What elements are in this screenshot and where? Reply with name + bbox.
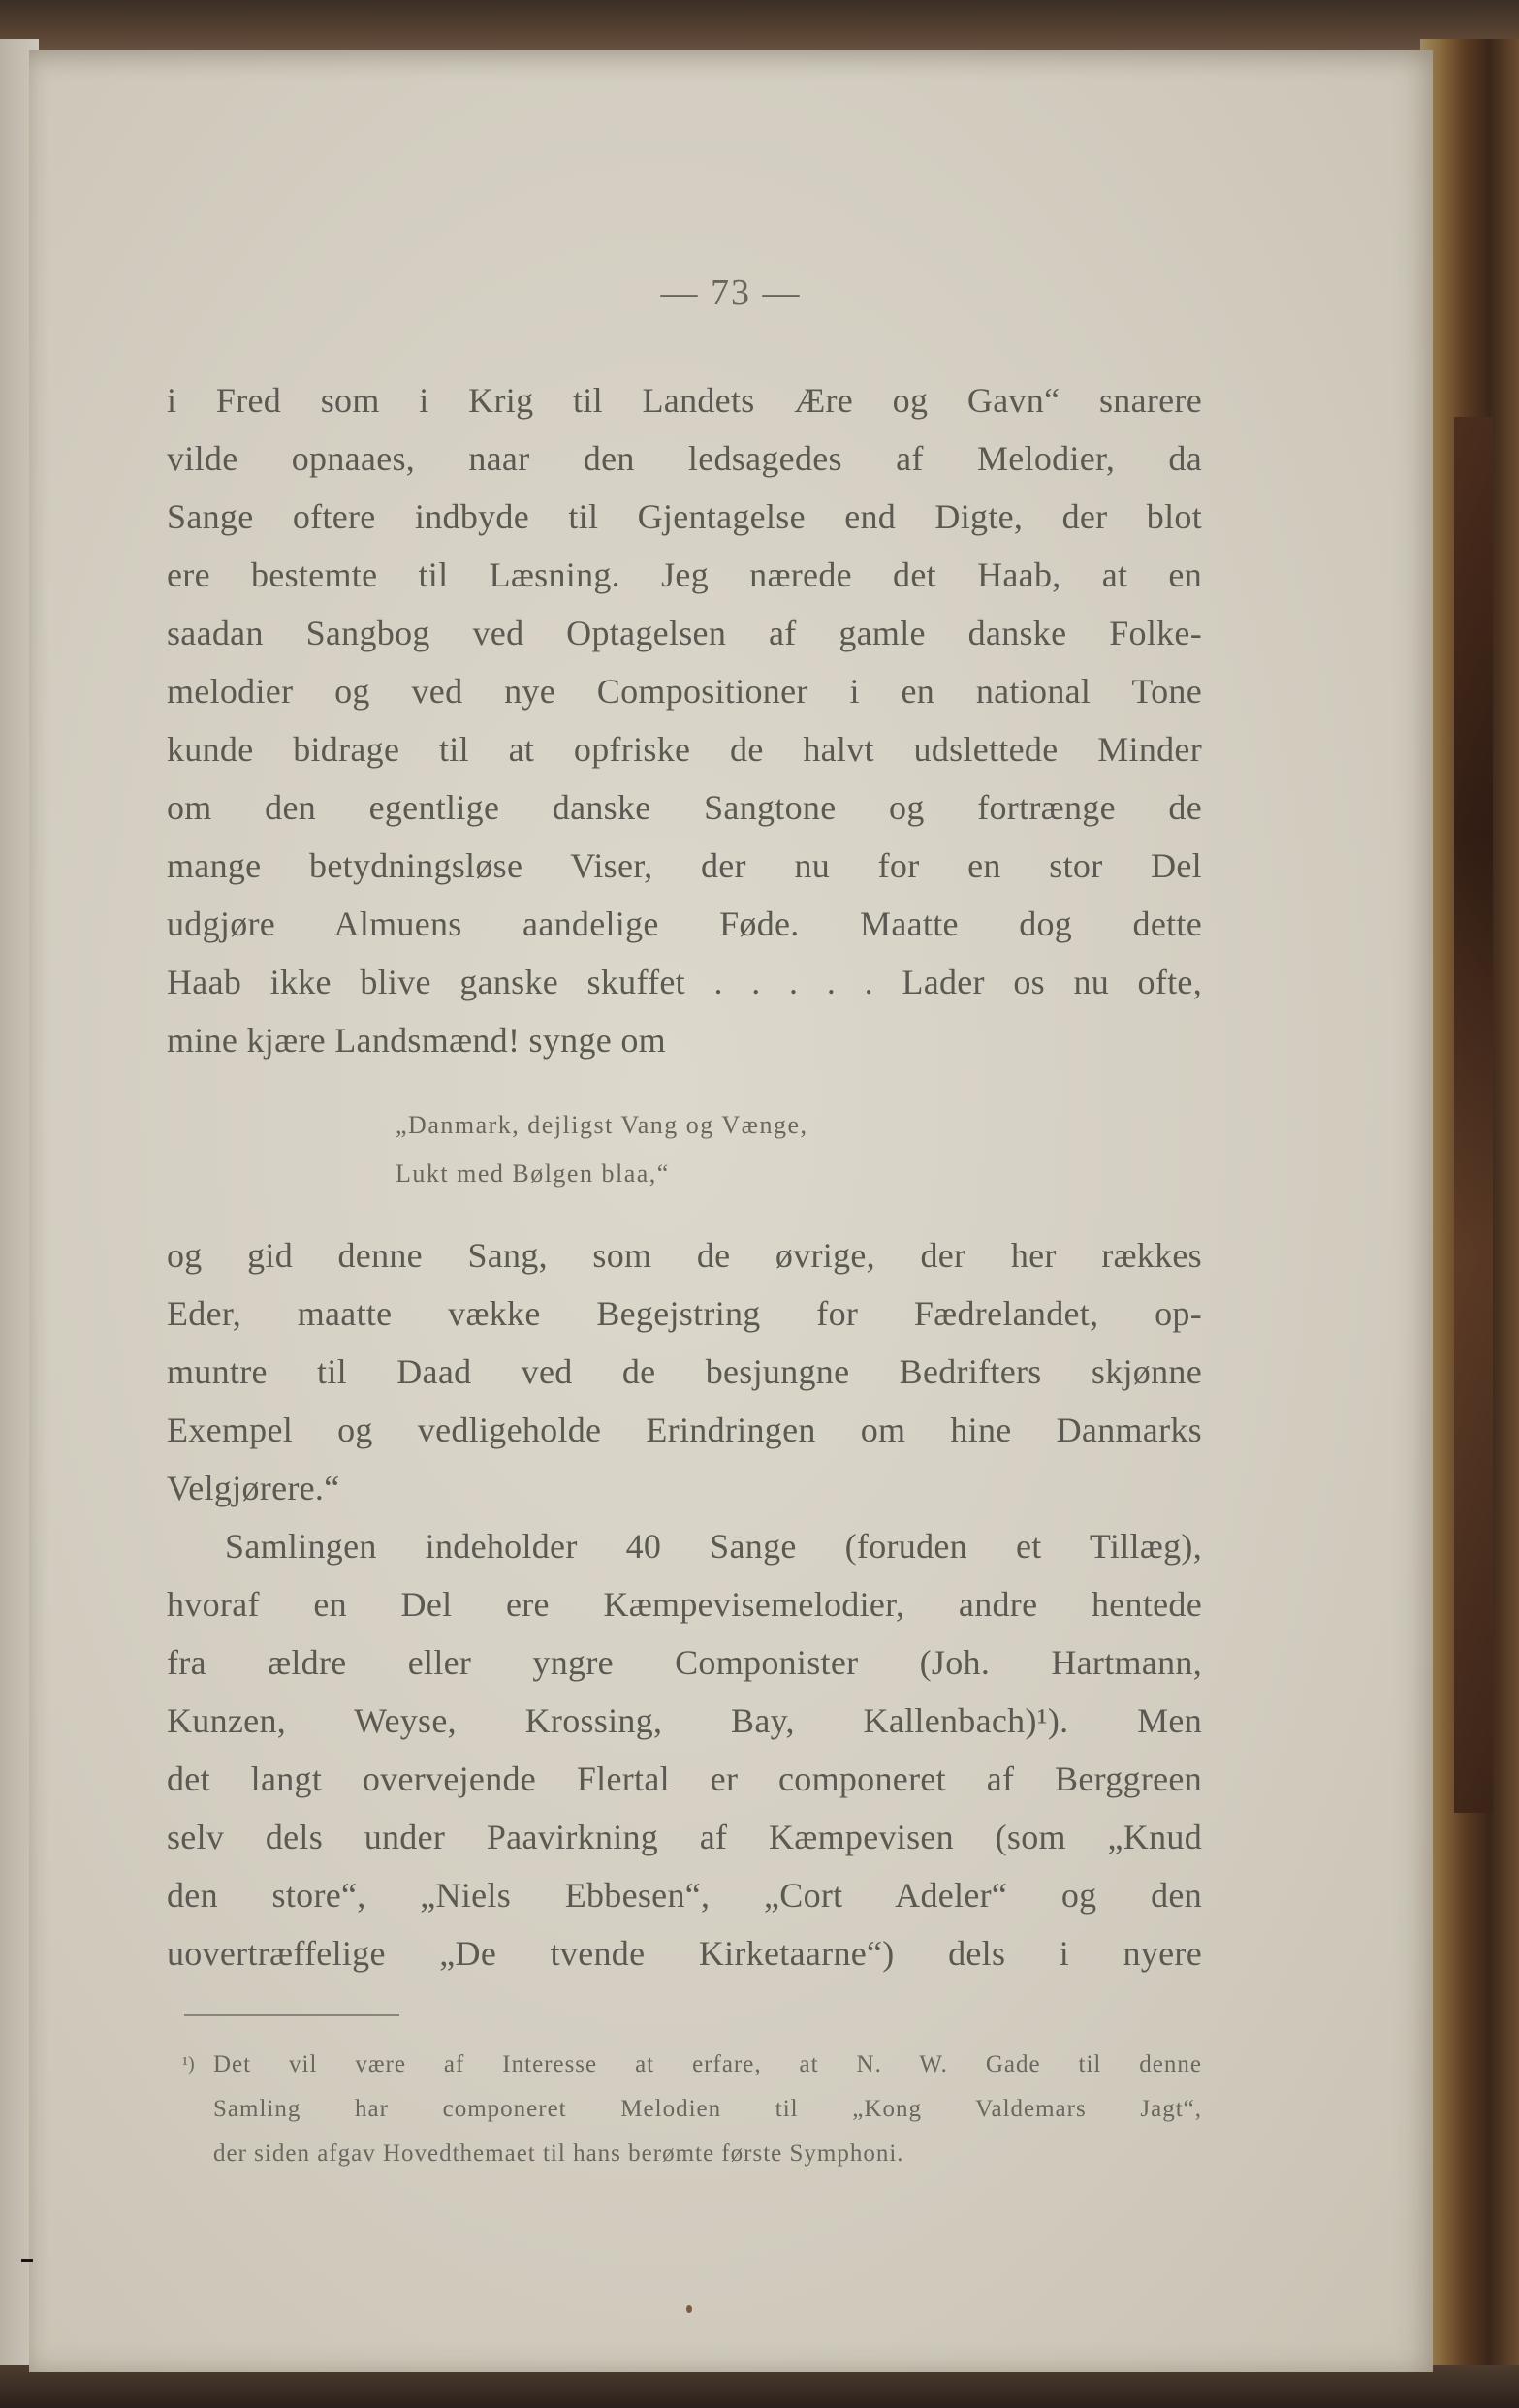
text-line: udgjøre Almuens aandelige Føde. Maatte dog dette [167,904,1202,943]
footnote-line: der siden afgav Hovedthemaet til hans berømte første Symphoni. [213,2140,904,2167]
text-line: Sange oftere indbyde til Gjentagelse end Digte, der blot [167,497,1202,536]
page-number: — 73 — [660,272,802,313]
text-line: uovertræffelige „De tvende Kirketaarne“) dels i nyere [167,1934,1202,1973]
book-top-edge [0,0,1519,58]
verse-line: Lukt med Bølgen blaa,“ [396,1159,670,1188]
text-line: Haab ikke blive ganske skuffet . . . . . Lader os nu ofte, [167,963,1202,1001]
text-line: Samlingen indeholder 40 Sange (foruden et Tillæg), [225,1527,1202,1566]
footnote-rule [184,2014,399,2016]
footnote-marker: ¹) [182,2053,195,2075]
text-line: Velgjørere.“ [167,1469,340,1507]
text-line: den store“, „Niels Ebbesen“, „Cort Adeler“ og den [167,1876,1202,1915]
text-line: vilde opnaaes, naar den ledsagedes af Melodier, da [167,439,1202,478]
text-line: fra ældre eller yngre Componister (Joh. Hartmann, [167,1643,1202,1682]
paper-speck [686,2305,692,2313]
verse-line: „Danmark, dejligst Vang og Vænge, [396,1111,808,1139]
text-line: i Fred som i Krig til Landets Ære og Gavn“ snarere [167,381,1202,420]
text-line: det langt overvejende Flertal er componeret af Berggreen [167,1759,1202,1798]
text-line: mine kjære Landsmænd! synge om [167,1021,666,1060]
text-line: mange betydningsløse Viser, der nu for en stor Del [167,846,1202,885]
text-line: kunde bidrage til at opfriske de halvt udslettede Minder [167,730,1202,769]
text-line: Exempel og vedligeholde Erindringen om hine Danmarks [167,1410,1202,1449]
text-line: hvoraf en Del ere Kæmpevisemelodier, andre hentede [167,1585,1202,1624]
text-line: saadan Sangbog ved Optagelsen af gamle danske Folke- [167,614,1202,652]
text-line: og gid denne Sang, som de øvrige, der her rækkes [167,1236,1202,1275]
margin-mark [21,2259,33,2262]
text-line: ere bestemte til Læsning. Jeg nærede det Haab, at en [167,555,1202,594]
text-line: Eder, maatte vække Begejstring for Fædrelandet, op- [167,1294,1202,1333]
text-line: muntre til Daad ved de besjungne Bedrifters skjønne [167,1352,1202,1391]
text-line: melodier og ved nye Compositioner i en national Tone [167,672,1202,711]
text-line: selv dels under Paavirkning af Kæmpevisen (som „Knud [167,1818,1202,1856]
book-page [29,50,1433,2372]
footnote-line: Det vil være af Interesse at erfare, at N. W. Gade til denne [213,2051,1202,2077]
spine-binding-strip [1454,417,1493,1813]
text-line: om den egentlige danske Sangtone og fortrænge de [167,788,1202,827]
footnote-line: Samling har componeret Melodien til „Kong Valdemars Jagt“, [213,2096,1202,2122]
text-line: Kunzen, Weyse, Krossing, Bay, Kallenbach)¹). Men [167,1701,1202,1740]
